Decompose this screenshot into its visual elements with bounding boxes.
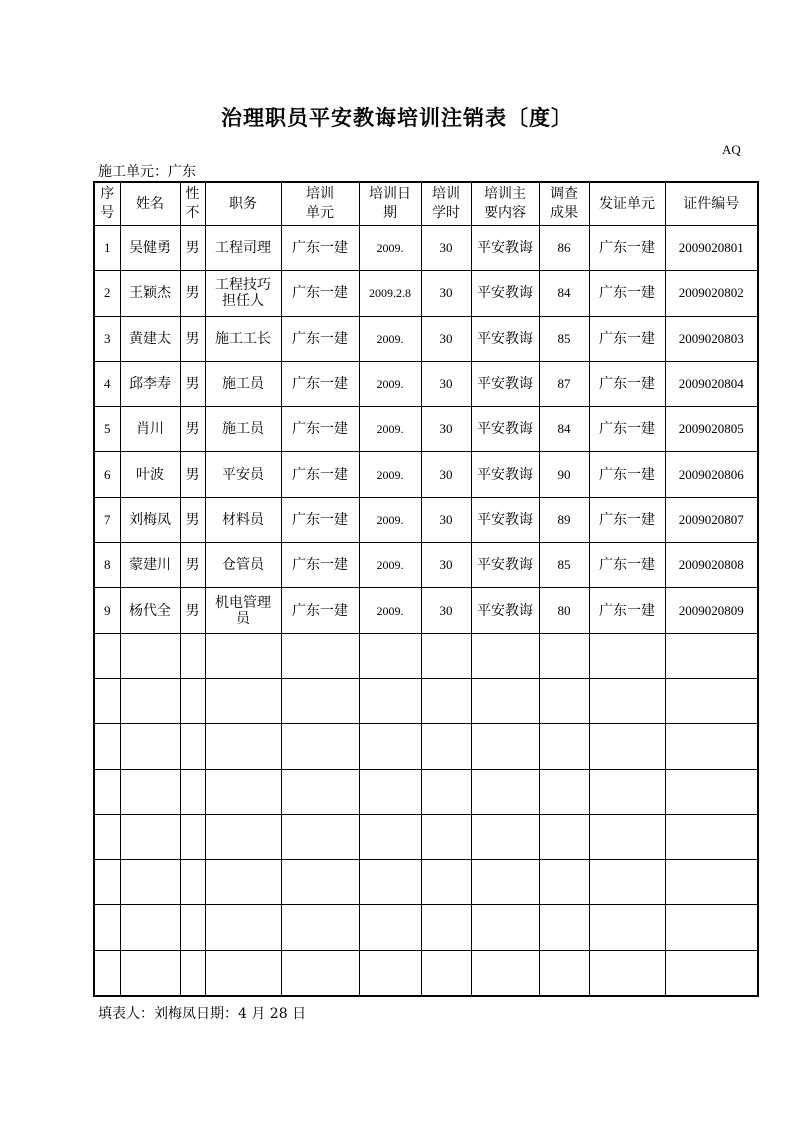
cell-training-date: 2009.	[359, 497, 421, 542]
cell-issuing-unit: 广东一建	[589, 543, 665, 588]
cell-exam-score	[539, 678, 589, 723]
cell-certificate-number	[665, 769, 758, 814]
cell-certificate-number: 2009020802	[665, 271, 758, 316]
cell-exam-score: 80	[539, 588, 589, 633]
cell-issuing-unit: 广东一建	[589, 271, 665, 316]
cell-exam-score	[539, 814, 589, 859]
cell-exam-score: 86	[539, 226, 589, 271]
cell-issuing-unit: 广东一建	[589, 497, 665, 542]
cell-gender	[180, 678, 205, 723]
cell-name	[120, 905, 180, 950]
cell-training-unit	[281, 769, 359, 814]
cell-gender: 男	[180, 497, 205, 542]
cell-training-content	[471, 769, 539, 814]
cell-seq	[94, 633, 120, 678]
cell-seq	[94, 860, 120, 905]
header-gender: 性 不	[180, 182, 205, 226]
cell-training-date	[359, 724, 421, 769]
cell-certificate-number: 2009020806	[665, 452, 758, 497]
cell-training-content	[471, 633, 539, 678]
cell-exam-score	[539, 724, 589, 769]
cell-training-unit: 广东一建	[281, 497, 359, 542]
cell-certificate-number: 2009020809	[665, 588, 758, 633]
cell-gender	[180, 814, 205, 859]
cell-gender: 男	[180, 361, 205, 406]
cell-exam-score: 89	[539, 497, 589, 542]
cell-training-hours	[421, 860, 471, 905]
cell-certificate-number	[665, 678, 758, 723]
cell-gender	[180, 860, 205, 905]
cell-training-unit	[281, 814, 359, 859]
cell-name: 肖川	[120, 407, 180, 452]
table-row	[94, 407, 758, 452]
cell-name	[120, 633, 180, 678]
cell-issuing-unit: 广东一建	[589, 407, 665, 452]
cell-position	[205, 950, 281, 996]
cell-issuing-unit	[589, 905, 665, 950]
cell-name: 王颖杰	[120, 271, 180, 316]
header-position: 职务	[205, 182, 281, 226]
cell-issuing-unit	[589, 678, 665, 723]
form-code: AQ	[722, 142, 741, 157]
cell-gender	[180, 950, 205, 996]
cell-training-unit: 广东一建	[281, 361, 359, 406]
header-name: 姓名	[120, 182, 180, 226]
cell-name	[120, 769, 180, 814]
header-issuing-unit: 发证单元	[589, 182, 665, 226]
cell-position: 施工员	[205, 407, 281, 452]
cell-position	[205, 860, 281, 905]
cell-training-content: 平安教诲	[471, 271, 539, 316]
cell-seq: 5	[94, 407, 120, 452]
cell-seq	[94, 678, 120, 723]
cell-training-content	[471, 950, 539, 996]
cell-training-content	[471, 724, 539, 769]
cell-training-hours: 30	[421, 543, 471, 588]
cell-seq: 4	[94, 361, 120, 406]
cell-name: 黄建太	[120, 316, 180, 361]
blank-row	[94, 633, 758, 678]
cell-exam-score: 85	[539, 543, 589, 588]
cell-name	[120, 950, 180, 996]
header-exam-score: 调查 成果	[539, 182, 589, 226]
cell-issuing-unit: 广东一建	[589, 226, 665, 271]
cell-certificate-number	[665, 724, 758, 769]
blank-row	[94, 950, 758, 996]
cell-training-date	[359, 950, 421, 996]
cell-training-content	[471, 814, 539, 859]
cell-seq	[94, 724, 120, 769]
cell-position	[205, 905, 281, 950]
cell-training-unit	[281, 633, 359, 678]
cell-seq	[94, 905, 120, 950]
cell-position	[205, 678, 281, 723]
cell-certificate-number: 2009020807	[665, 497, 758, 542]
cell-training-content: 平安教诲	[471, 543, 539, 588]
blank-row	[94, 814, 758, 859]
cell-training-hours: 30	[421, 226, 471, 271]
cell-training-hours	[421, 769, 471, 814]
cell-gender: 男	[180, 407, 205, 452]
cell-position	[205, 814, 281, 859]
cell-training-hours: 30	[421, 588, 471, 633]
cell-position: 施工员	[205, 361, 281, 406]
cell-training-hours: 30	[421, 316, 471, 361]
cell-position: 仓管员	[205, 543, 281, 588]
blank-row	[94, 860, 758, 905]
cell-training-date: 2009.2.8	[359, 271, 421, 316]
cell-issuing-unit: 广东一建	[589, 361, 665, 406]
cell-exam-score: 84	[539, 271, 589, 316]
cell-position: 材料员	[205, 497, 281, 542]
cell-position: 工程司理	[205, 226, 281, 271]
cell-training-date	[359, 633, 421, 678]
cell-seq: 8	[94, 543, 120, 588]
cell-training-hours: 30	[421, 452, 471, 497]
cell-seq: 3	[94, 316, 120, 361]
cell-training-unit	[281, 905, 359, 950]
cell-certificate-number	[665, 860, 758, 905]
cell-issuing-unit	[589, 860, 665, 905]
cell-certificate-number	[665, 633, 758, 678]
cell-gender: 男	[180, 588, 205, 633]
cell-training-hours	[421, 814, 471, 859]
cell-position	[205, 724, 281, 769]
cell-position: 机电管理员	[205, 588, 281, 633]
cell-exam-score	[539, 769, 589, 814]
cell-training-date: 2009.	[359, 407, 421, 452]
cell-seq	[94, 769, 120, 814]
header-training-content: 培训主 要内容	[471, 182, 539, 226]
cell-issuing-unit: 广东一建	[589, 588, 665, 633]
cell-exam-score: 85	[539, 316, 589, 361]
cell-position: 施工工长	[205, 316, 281, 361]
header-training-date: 培训日 期	[359, 182, 421, 226]
cell-training-content	[471, 678, 539, 723]
cell-name	[120, 860, 180, 905]
cell-certificate-number: 2009020808	[665, 543, 758, 588]
cell-exam-score: 90	[539, 452, 589, 497]
cell-gender	[180, 769, 205, 814]
table-row	[94, 543, 758, 588]
cell-exam-score	[539, 905, 589, 950]
cell-training-content: 平安教诲	[471, 226, 539, 271]
table-row	[94, 226, 758, 271]
cell-training-date: 2009.	[359, 543, 421, 588]
blank-row	[94, 769, 758, 814]
training-register-table	[93, 181, 759, 997]
cell-name: 刘梅凤	[120, 497, 180, 542]
cell-training-content: 平安教诲	[471, 316, 539, 361]
cell-issuing-unit: 广东一建	[589, 316, 665, 361]
cell-name: 叶波	[120, 452, 180, 497]
cell-gender	[180, 905, 205, 950]
construction-unit-label: 施工单元：广东	[98, 164, 196, 180]
cell-exam-score	[539, 860, 589, 905]
cell-issuing-unit	[589, 633, 665, 678]
cell-training-hours: 30	[421, 407, 471, 452]
cell-training-hours	[421, 633, 471, 678]
cell-issuing-unit	[589, 724, 665, 769]
header-certificate-number: 证件编号	[665, 182, 758, 226]
cell-gender: 男	[180, 452, 205, 497]
blank-row	[94, 724, 758, 769]
table-row	[94, 497, 758, 542]
cell-training-content: 平安教诲	[471, 452, 539, 497]
header-training-hours: 培训 学时	[421, 182, 471, 226]
cell-seq: 9	[94, 588, 120, 633]
cell-gender	[180, 724, 205, 769]
cell-certificate-number: 2009020801	[665, 226, 758, 271]
cell-position: 平安员	[205, 452, 281, 497]
cell-training-unit: 广东一建	[281, 452, 359, 497]
cell-training-date: 2009.	[359, 588, 421, 633]
cell-training-date: 2009.	[359, 226, 421, 271]
cell-name	[120, 814, 180, 859]
cell-seq	[94, 950, 120, 996]
cell-training-unit	[281, 724, 359, 769]
cell-training-date: 2009.	[359, 316, 421, 361]
cell-exam-score	[539, 633, 589, 678]
cell-training-unit	[281, 860, 359, 905]
cell-training-hours: 30	[421, 497, 471, 542]
cell-certificate-number	[665, 950, 758, 996]
cell-name: 吴健勇	[120, 226, 180, 271]
cell-gender: 男	[180, 543, 205, 588]
cell-issuing-unit	[589, 950, 665, 996]
cell-training-content: 平安教诲	[471, 361, 539, 406]
table-row	[94, 361, 758, 406]
cell-training-unit: 广东一建	[281, 316, 359, 361]
cell-exam-score: 87	[539, 361, 589, 406]
cell-seq: 7	[94, 497, 120, 542]
table-row	[94, 452, 758, 497]
table-row	[94, 316, 758, 361]
cell-training-content	[471, 860, 539, 905]
cell-training-content	[471, 905, 539, 950]
cell-position	[205, 769, 281, 814]
header-seq: 序 号	[94, 182, 120, 226]
cell-training-hours: 30	[421, 361, 471, 406]
cell-seq	[94, 814, 120, 859]
cell-seq: 2	[94, 271, 120, 316]
cell-name: 蒙建川	[120, 543, 180, 588]
header-row	[94, 182, 758, 226]
cell-training-unit: 广东一建	[281, 543, 359, 588]
cell-exam-score	[539, 950, 589, 996]
cell-name: 邱李寿	[120, 361, 180, 406]
cell-gender: 男	[180, 316, 205, 361]
cell-training-hours	[421, 724, 471, 769]
cell-position: 工程技巧担任人	[205, 271, 281, 316]
cell-certificate-number: 2009020804	[665, 361, 758, 406]
cell-training-unit: 广东一建	[281, 588, 359, 633]
cell-training-hours	[421, 678, 471, 723]
cell-name	[120, 678, 180, 723]
cell-issuing-unit	[589, 769, 665, 814]
cell-training-date	[359, 860, 421, 905]
cell-training-date	[359, 769, 421, 814]
cell-training-unit	[281, 678, 359, 723]
cell-training-date: 2009.	[359, 452, 421, 497]
cell-certificate-number: 2009020805	[665, 407, 758, 452]
cell-certificate-number: 2009020803	[665, 316, 758, 361]
cell-training-date	[359, 678, 421, 723]
cell-training-hours: 30	[421, 271, 471, 316]
cell-training-date: 2009.	[359, 361, 421, 406]
cell-gender: 男	[180, 226, 205, 271]
cell-training-content: 平安教诲	[471, 497, 539, 542]
cell-training-unit: 广东一建	[281, 407, 359, 452]
table-row	[94, 588, 758, 633]
cell-training-unit	[281, 950, 359, 996]
cell-exam-score: 84	[539, 407, 589, 452]
cell-training-date	[359, 814, 421, 859]
cell-issuing-unit: 广东一建	[589, 452, 665, 497]
cell-training-content: 平安教诲	[471, 407, 539, 452]
cell-name	[120, 724, 180, 769]
cell-gender	[180, 633, 205, 678]
table-row	[94, 271, 758, 316]
cell-training-unit: 广东一建	[281, 226, 359, 271]
blank-row	[94, 905, 758, 950]
header-training-unit: 培训 单元	[281, 182, 359, 226]
cell-certificate-number	[665, 814, 758, 859]
form-title: 治理职员平安教诲培训注销表〔度〕	[221, 105, 573, 130]
cell-training-date	[359, 905, 421, 950]
cell-issuing-unit	[589, 814, 665, 859]
cell-certificate-number	[665, 905, 758, 950]
cell-training-hours	[421, 950, 471, 996]
blank-row	[94, 678, 758, 723]
cell-position	[205, 633, 281, 678]
cell-seq: 6	[94, 452, 120, 497]
cell-training-unit: 广东一建	[281, 271, 359, 316]
footer-filler-date: 填表人：刘梅凤日期：4 月 28 日	[98, 1006, 307, 1022]
cell-name: 杨代全	[120, 588, 180, 633]
cell-training-content: 平安教诲	[471, 588, 539, 633]
cell-training-hours	[421, 905, 471, 950]
cell-gender: 男	[180, 271, 205, 316]
cell-seq: 1	[94, 226, 120, 271]
